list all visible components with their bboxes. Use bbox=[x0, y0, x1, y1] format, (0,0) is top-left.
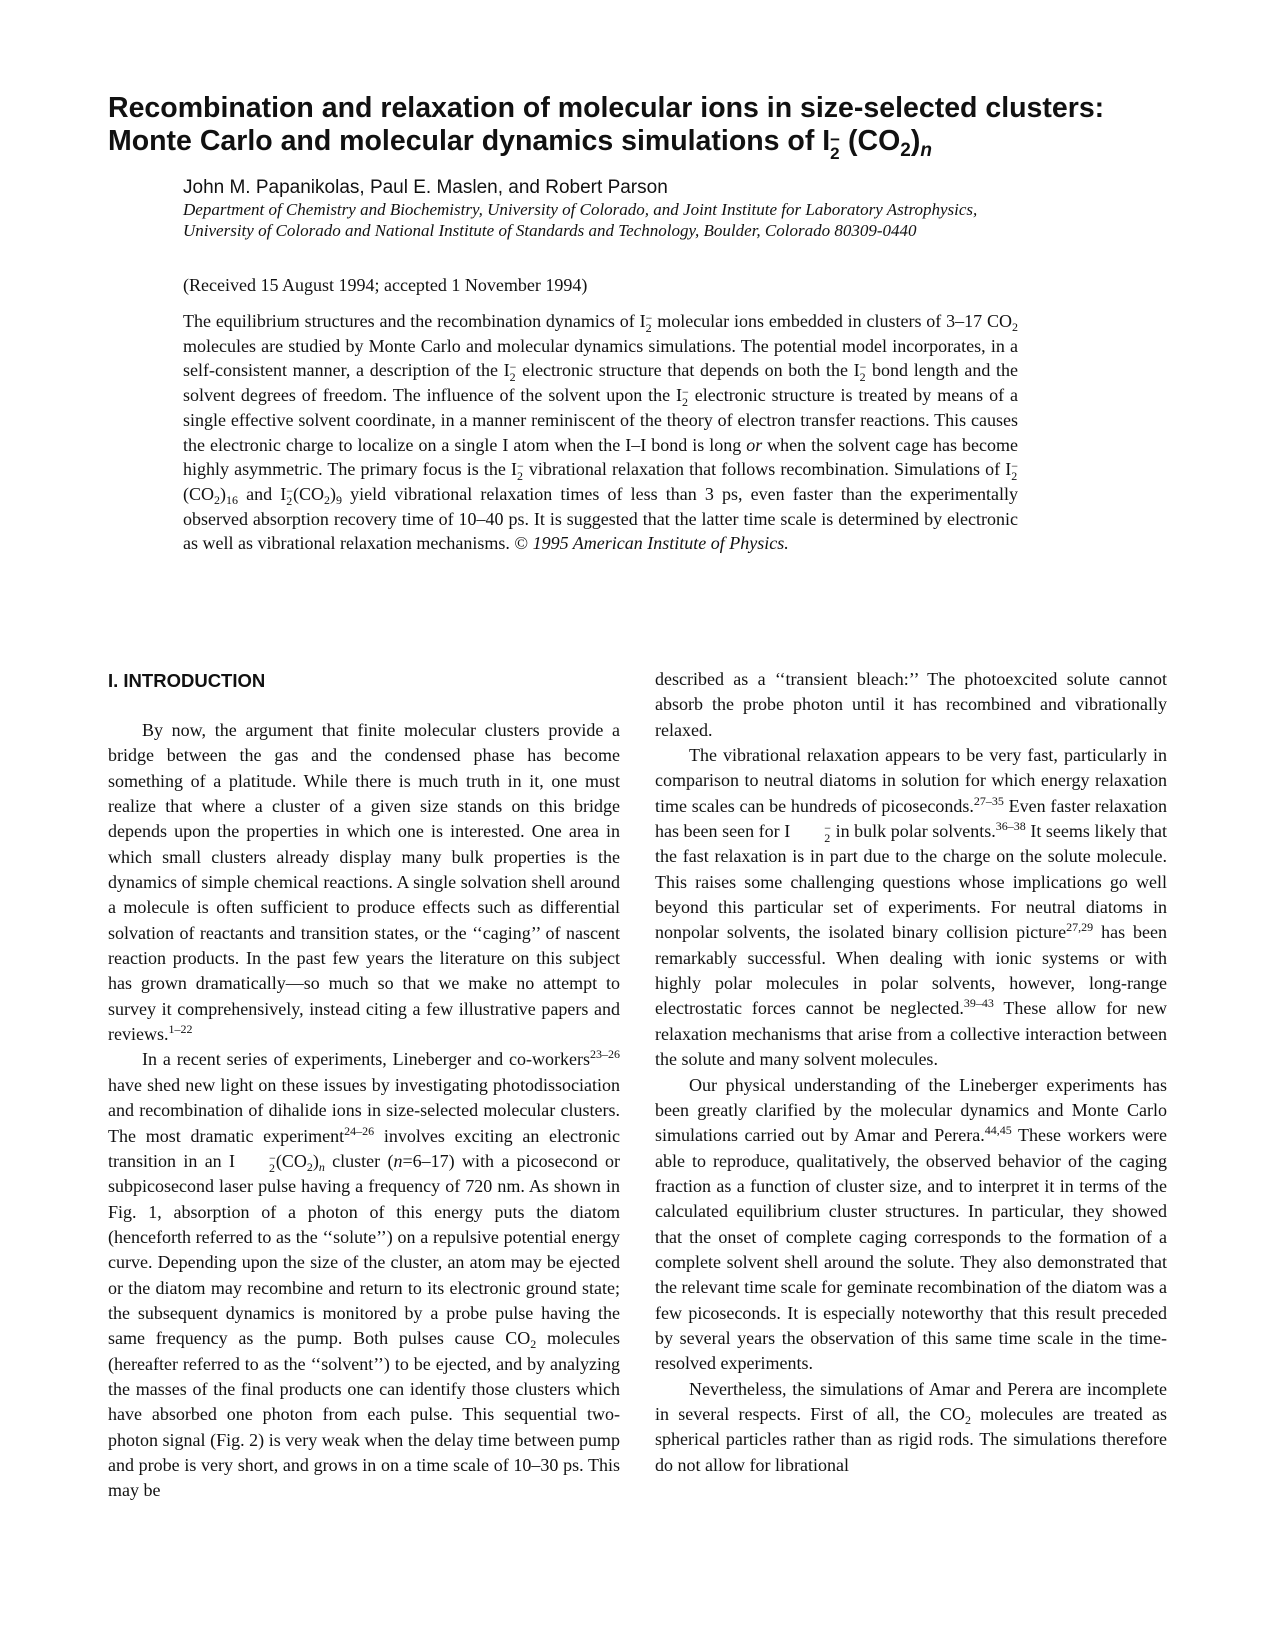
author-list: John M. Papanikolas, Paul E. Maslen, and Robert Parson bbox=[183, 177, 668, 198]
paper-title bbox=[108, 92, 1188, 161]
paragraph: In a recent series of experiments, Lineberger and co-workers$^{23-26}$ have shed new light on these issues by investigating photodissociation and recombination of dihalide ions in size-selected molecular clusters. The most dramatic experiment$^{24-26}$ involves exciting an electronic transition in an I − 2 $(CO_2)_n$ cluster (n=6–17) with a picosecond or subpicosecond laser pulse having a frequency of 720 nm. As shown in Fig. 1, absorption of a photon of this energy puts the diatom (henceforth referred to as the ‘‘solute’’) on a repulsive potential energy curve. Depending upon the size of the cluster, an atom may be ejected or the diatom may recombine and return to its electronic ground state; the subsequent dynamics is monitored by a probe pulse having the same frequency as the pump. Both pulses cause $CO_2$ molecules (hereafter referred to as the ‘‘solvent’’) to be ejected, and by analyzing the masses of the final products one can identify those clusters which have absorbed one photon from each pulse. This sequential two-photon signal (Fig. 2) is very weak when the delay time between pump and probe is very short, and grows in on a time scale of 10–30 ps. This may be bbox=[108, 1047, 621, 1501]
received-dates: (Received 15 August 1994; accepted 1 November 1994) bbox=[183, 275, 588, 295]
abstract: The equilibrium structures and the recombination dynamics of I − 2 molecular ions embedded in clusters of 3–17 $CO_2$ molecules are studied by Monte Carlo and molecular dynamics simulations. The potential model incorporates, in a self-consistent manner, a description of the I − 2 electronic structure that depends on both the I − 2 bond length and the solvent degrees of freedom. The influence of the solvent upon the I − 2 electronic structure is treated by means of a single effective solvent coordinate, in a manner reminiscent of the theory of electron transfer reactions. This causes the electronic charge to localize on a single I atom when the I–I bond is long or when the solvent cage has become highly asymmetric. The primary focus is the I − 2 vibrational relaxation that follows recombination. Simulations of I − 2 $(CO_2)_{16}$ and I − 2 $(CO_2)_9$ yield vibrational relaxation times of less than 3 ps, even faster than the experimentally observed absorption recovery time of 10–40 ps. It is suggested that the latter time scale is determined by electronic as well as vibrational relaxation mechanisms. © 1995 American Institute of Physics. bbox=[183, 311, 1019, 554]
paragraph: Our physical understanding of the Lineberger experiments has been greatly clarified by the molecular dynamics and Monte Carlo simulations carried out by Amar and Perera.$^{44,45}$ These workers were able to reproduce, qualitatively, the observed behavior of the caging fraction as a function of cluster size, and to interpret it in terms of the calculated equilibrium cluster structures. In particular, they showed that the onset of complete caging corresponds to the formation of a complete solvent shell around the solute. They also demonstrated that the relevant time scale for geminate recombination of the diatom was a few picoseconds. It is especially noteworthy that this result preceded by several years the observation of this same time scale in the time-resolved experiments. bbox=[655, 1074, 1167, 1374]
section-heading-introduction: I. INTRODUCTION bbox=[108, 670, 266, 691]
title-line-2: Monte Carlo and molecular dynamics simulations of I − 2 $(CO_2)_n$ bbox=[108, 125, 932, 163]
paragraph: By now, the argument that finite molecular clusters provide a bridge between the gas and the condensed phase has become something of a platitude. While there is much truth in it, one must realize that where a cluster of a given size stands on this bridge depends upon the properties in which one is interested. One area in which small clusters already display many bulk properties is the dynamics of simple chemical reactions. A single solvation shell around a molecule is often sufficient to produce effects such as differential solvation of reactants and transition states, or the ‘‘caging’’ of nascent reaction products. In the past few years the literature on this subject has grown dramatically—so much so that we make no attempt to survey it comprehensively, instead citing a few illustrative papers and reviews.$^{1-22}$ bbox=[108, 720, 620, 1045]
right-column bbox=[655, 667, 1167, 1478]
title-line-1: Recombination and relaxation of molecular ions in size-selected clusters: bbox=[108, 92, 1105, 124]
paragraph: The vibrational relaxation appears to be very fast, particularly in comparison to neutral diatoms in solution for which energy relaxation time scales can be hundreds of picoseconds.$^{27-35}$ Even faster relaxation has been seen for I − 2 in bulk polar solvents.$^{36-38}$ It seems likely that the fast relaxation is in part due to the charge on the solute molecule. This raises some challenging questions whose implications go well beyond this particular set of experiments. For neutral diatoms in nonpolar solvents, the isolated binary collision picture$^{27,29}$ has been remarkably successful. When dealing with ionic systems or with highly polar molecules in polar solvents, however, long-range electrostatic forces cannot be neglected.$^{39-43}$ These allow for new relaxation mechanisms that arise from a collective interaction between the solute and many solvent molecules. bbox=[655, 745, 1168, 1070]
paragraph: Nevertheless, the simulations of Amar and Perera are incomplete in several respects. First of all, the $CO_2$ molecules are treated as spherical particles rather than as rigid rods. The simulations therefore do not allow for librational bbox=[655, 1378, 1168, 1475]
left-column bbox=[108, 668, 620, 1504]
paragraph: described as a ‘‘transient bleach:’’ The photoexcited solute cannot absorb the probe photon until it has recombined and vibrationally relaxed. bbox=[655, 669, 1167, 740]
author-affiliation: Department of Chemistry and Biochemistry, University of Colorado, and Joint Institute for Laboratory Astrophysics, University of Colorado and National Institute of Standards and Technology, Boulder, Colorado 80309-0440 bbox=[183, 200, 978, 240]
